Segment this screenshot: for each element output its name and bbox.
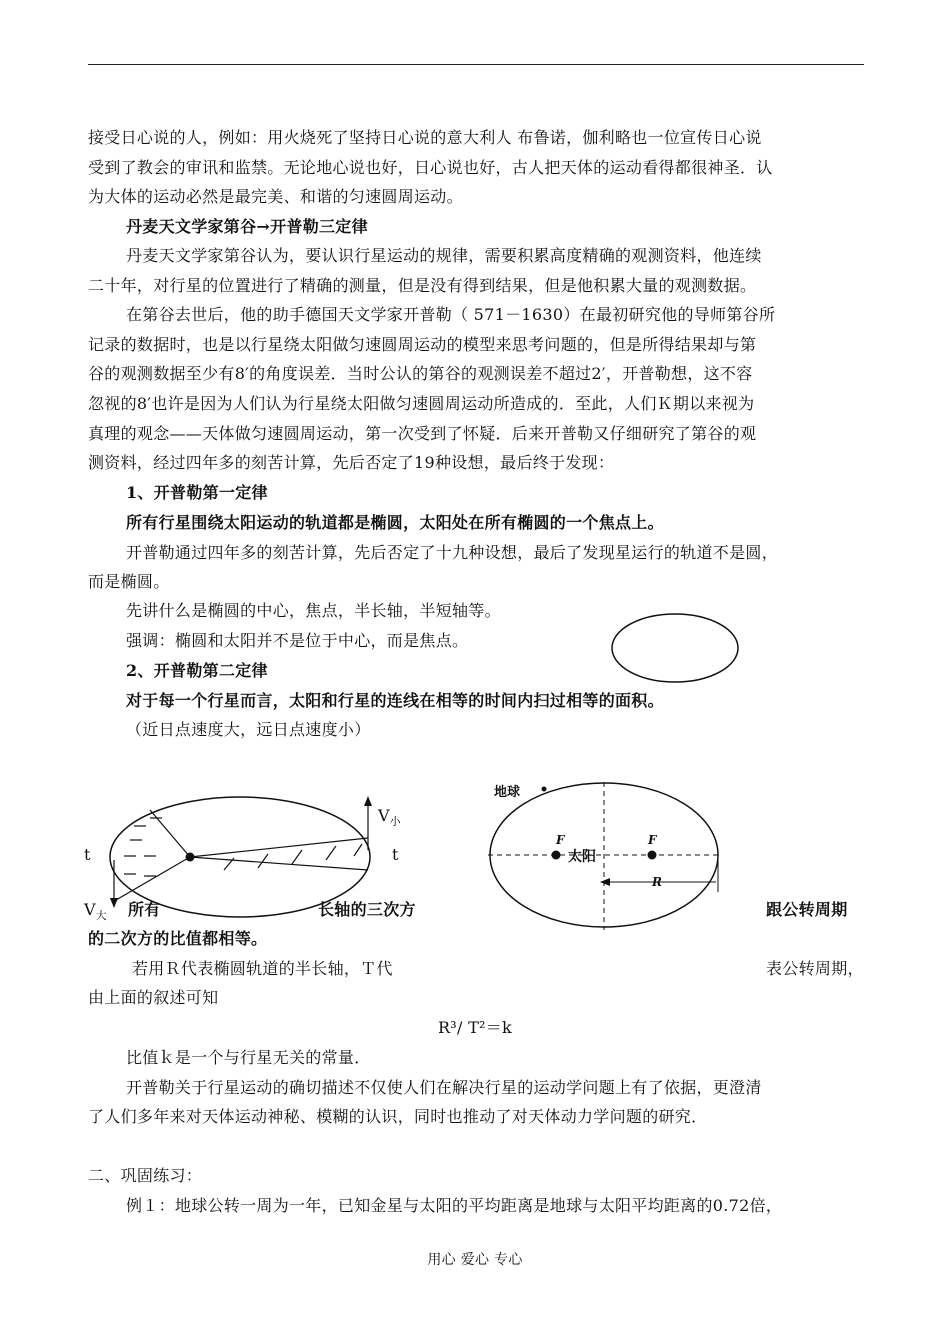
law3-text-right: 跟公转周期 xyxy=(766,900,848,919)
law2-text: 对于每一个行星而言，太阳和行星的连线在相等的时间内扫过相等的面积。 xyxy=(126,691,664,710)
focus-label-2: F xyxy=(648,833,657,847)
text-line: 例１：地球公转一周为一年，已知金星与太阳的平均距离是地球与太阳平均距离的0.72倍， xyxy=(126,1196,783,1215)
law3-text-left: 所有 xyxy=(128,900,161,919)
text-line: 了人们多年来对天体运动神秘、模糊的认识，同时也推动了对天体动力学问题的研究． xyxy=(88,1107,708,1126)
law2-note: （近日点速度大，远日点速度小） xyxy=(126,720,371,739)
text-line: 强调：椭圆和太阳并不是位于中心，而是焦点。 xyxy=(126,631,469,650)
time-label-left: t xyxy=(84,845,91,864)
formula: R³/ T²＝k xyxy=(437,1018,513,1037)
section-heading: 丹麦天文学家第谷→开普勒三定律 xyxy=(126,217,368,236)
text-line: 若用Ｒ代表椭圆轨道的半长轴，Ｔ代 xyxy=(132,959,393,978)
page-footer: 用心 爱心 专心 xyxy=(427,1252,523,1268)
text-line: 比值ｋ是一个与行星无关的常量． xyxy=(126,1048,371,1067)
text-line: 先讲什么是椭圆的中心，焦点，半长轴，半短轴等。 xyxy=(126,601,501,620)
text-line: 为大体的运动必然是最完美、和谐的匀速圆周运动。 xyxy=(88,187,463,206)
law1-title: 1、开普勒第一定律 xyxy=(126,483,268,502)
focus-label-1: F xyxy=(556,833,565,847)
header-rule xyxy=(88,64,864,65)
text-line: 开普勒通过四年多的刻苦计算，先后否定了十九种设想，最后了发现星运行的轨道不是圆， xyxy=(126,543,779,562)
time-label-right: t xyxy=(392,845,399,864)
radius-label: R xyxy=(652,875,662,889)
ellipse-foci-diagram xyxy=(480,780,740,950)
section-heading: 二、巩固练习： xyxy=(88,1166,203,1185)
text-line: 忽视的8′也许是因为人们认为行星绕太阳做匀速圆周运动所造成的．至此，人们Ｋ期以来视为 xyxy=(88,394,755,413)
text-line: 在第谷去世后，他的助手德国天文学家开普勒（ 571－1630）在最初研究他的导师第谷所 xyxy=(126,305,776,324)
law1-text: 所有行星围绕太阳运动的轨道都是椭圆，太阳处在所有椭圆的一个焦点上。 xyxy=(126,513,664,532)
text-line: 开普勒关于行星运动的确切描述不仅使人们在解决行星的运动学问题上有了依据，更澄清 xyxy=(126,1078,762,1097)
sun-label: 太阳 xyxy=(568,848,596,864)
text-line: 由上面的叙述可知 xyxy=(88,988,219,1007)
ellipse-figure xyxy=(610,612,740,684)
law3-text-mid: 长轴的三次方 xyxy=(318,900,416,919)
text-line: 而是椭圆。 xyxy=(88,572,170,591)
text-line: 谷的观测数据至少有8′的角度误差．当时公认的第谷的观测误差不超过2′，开普勒想，这不容 xyxy=(88,364,753,383)
velocity-small-label: $V_小$ xyxy=(378,806,401,829)
text-line: 二十年，对行星的位置进行了精确的测量，但是没有得到结果，但是他积累大量的观测数据。 xyxy=(88,276,757,295)
text-line: 真理的观念——天体做匀速圆周运动，第一次受到了怀疑．后来开普勒又仔细研究了第谷的观 xyxy=(88,424,757,443)
text-line: 测资料，经过四年多的刻苦计算，先后否定了19种设想，最后终于发现： xyxy=(88,453,615,472)
text-line: 受到了教会的审讯和监禁。无论地心说也好，日心说也好，古人把天体的运动看得都很神圣．认 xyxy=(88,158,773,177)
text-line: 接受日心说的人，例如：用火烧死了坚持日心说的意大利人 布鲁诺，伽利略也一位宣传日心说 xyxy=(88,128,762,147)
text-line: 丹麦天文学家第谷认为，要认识行星运动的规律，需要积累高度精确的观测资料，他连续 xyxy=(126,246,762,265)
law3-text-b: 的二次方的比值都相等。 xyxy=(88,929,268,948)
law2-title: 2、开普勒第二定律 xyxy=(126,661,268,680)
text-line: 表公转周期， xyxy=(766,959,864,978)
velocity-big-label: $V_大$ xyxy=(84,900,107,923)
earth-label: 地球 xyxy=(494,784,521,799)
text-line: 记录的数据时，也是以行星绕太阳做匀速圆周运动的模型来思考问题的，但是所得结果却与第 xyxy=(88,335,757,354)
